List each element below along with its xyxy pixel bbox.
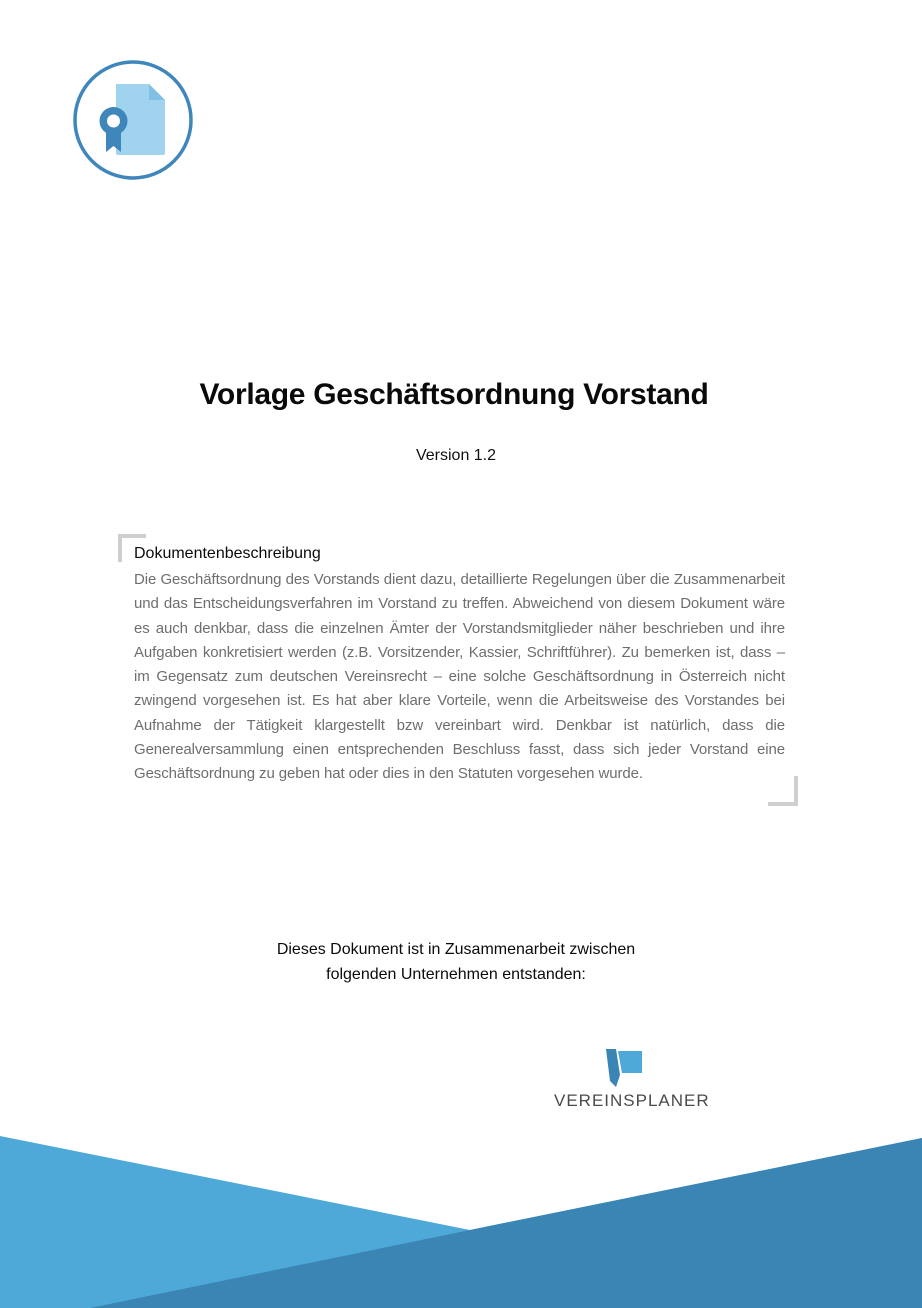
description-heading: Dokumentenbeschreibung [134,545,321,562]
description-body: Die Geschäftsordnung des Vorstands dient dazu, detaillierte Regelungen über die Zusammenarbeit und das Entscheidungsverfahren im Vorstand zu treffen. Abweichend von diesem Dokument wäre es auch denkbar, dass die einzelnen Ämter der Vorstandsmitglieder näher beschrieben und ihre Aufgaben konkretisiert werden (z.B. Vorsitzender, Kassier, Schriftführer). Zu bemerken ist, dass – im Gegensatz zum deutschen Vereinsrecht – eine solche Geschäftsordnung in Österreich nicht zwingend vorgesehen ist. Es hat aber klare Vorteile, wenn die Arbeitsweise des Vorstandes bei Aufnahme der Tätigkeit klargestellt bzw vereinbart wird. Denkbar ist natürlich, dass die Generealversammlung einen entsprechenden Beschluss fasst, dass sich jeder Vorstand eine Geschäftsordnung zu geben hat oder dies in den Statuten vorgesehen wurde. [134,571,785,783]
document-title: Vorlage Geschäftsordnung Vorstand [199,378,709,411]
description-box [118,534,798,806]
collaboration-line-2: folgenden Unternehmen entstanden: [326,966,586,983]
collaboration-line-1: Dieses Dokument ist in Zusammenarbeit zwischen [276,941,636,958]
partner-logo [548,1045,710,1115]
partner-name: VEREINSPLANER [554,1091,710,1110]
vereinsplaner-logo-icon [604,1047,644,1087]
certificate-document-icon [72,59,194,181]
collaboration-note [0,937,912,987]
document-version: Version 1.2 [415,447,497,464]
corner-bracket-bottom-right [768,776,798,806]
footer-wave-decoration [0,1130,922,1308]
